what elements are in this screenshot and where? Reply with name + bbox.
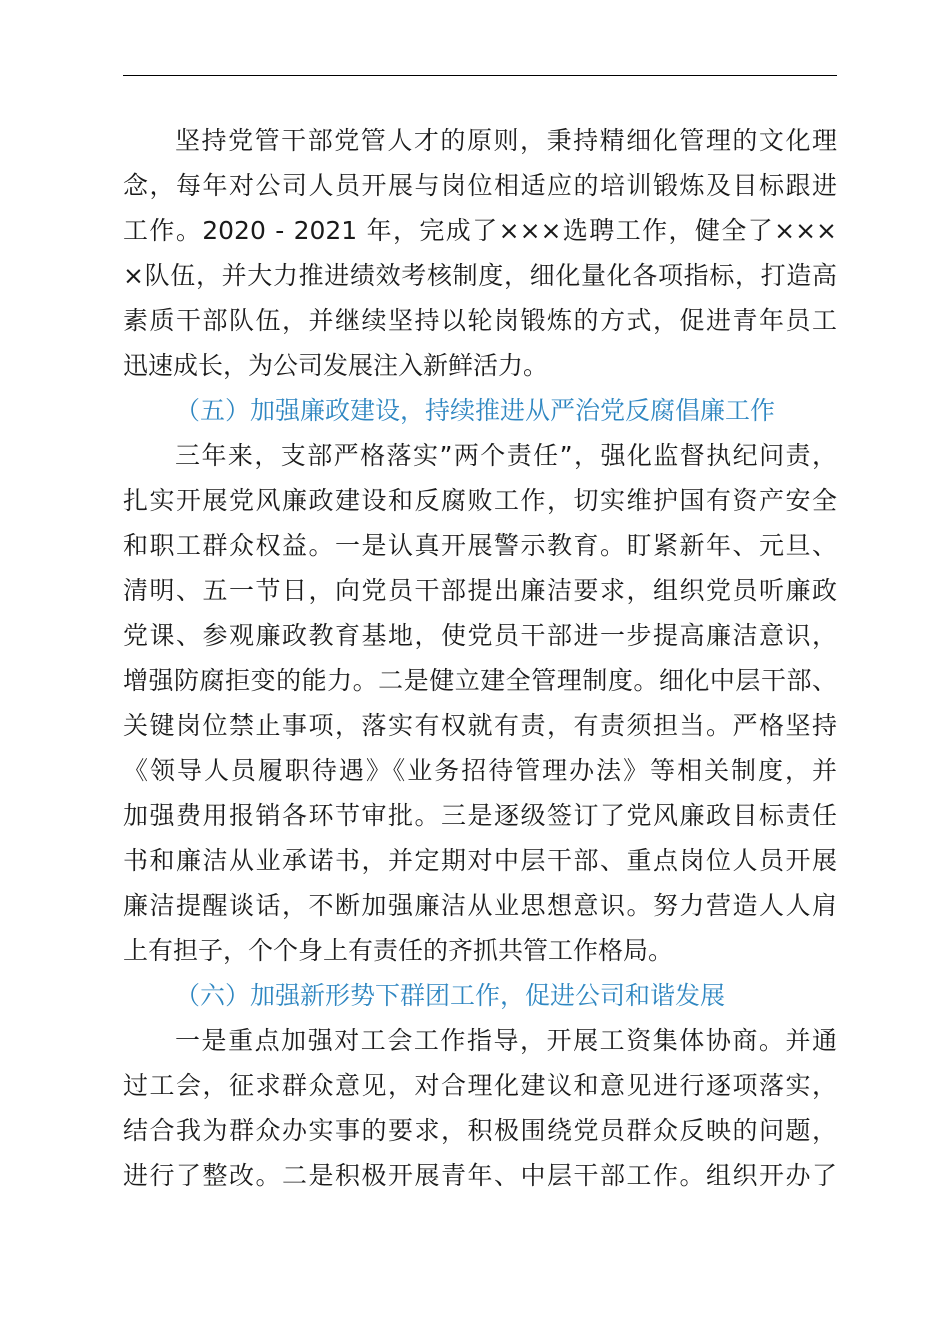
text-line: 结合我为群众办实事的要求，积极围绕党员群众反映的问题，	[123, 1116, 837, 1145]
text-line: 加强费用报销各环节审批。三是逐级签订了党风廉政目标责任	[123, 801, 837, 830]
paragraph-mass-organization-work	[123, 1018, 837, 1198]
paragraph-integrity-building	[123, 433, 837, 973]
text-line: 扎实开展党风廉政建设和反腐败工作，切实维护国有资产安全	[123, 486, 837, 515]
section-heading-6: （六）加强新形势下群团工作，促进公司和谐发展	[175, 981, 726, 1010]
paragraph-talent-management	[123, 118, 837, 388]
text-line: 迅速成长，为公司发展注入新鲜活力。	[123, 351, 549, 380]
text-line: 一是重点加强对工会工作指导，开展工资集体协商。并通	[175, 1026, 837, 1055]
document-body	[123, 118, 837, 1198]
text-line: 清明、五一节日，向党员干部提出廉洁要求，组织党员听廉政	[123, 576, 837, 605]
text-line: 坚持党管干部党管人才的原则，秉持精细化管理的文化理	[175, 126, 837, 155]
text-line: 上有担子，个个身上有责任的齐抓共管工作格局。	[123, 936, 674, 965]
text-line: 增强防腐拒变的能力。二是健立建全管理制度。细化中层干部、	[123, 666, 837, 695]
text-line: 廉洁提醒谈话，不断加强廉洁从业思想意识。努力营造人人肩	[123, 891, 837, 920]
text-line: 关键岗位禁止事项，落实有权就有责，有责须担当。严格坚持	[123, 711, 837, 740]
section-heading-5: （五）加强廉政建设，持续推进从严治党反腐倡廉工作	[175, 396, 776, 425]
text-line: 和职工群众权益。一是认真开展警示教育。盯紧新年、元旦、	[123, 531, 837, 560]
text-line: 素质干部队伍，并继续坚持以轮岗锻炼的方式，促进青年员工	[123, 306, 837, 335]
text-line: 念，每年对公司人员开展与岗位相适应的培训锻炼及目标跟进	[123, 171, 837, 200]
text-line: 进行了整改。二是积极开展青年、中层干部工作。组织开办了	[123, 1161, 837, 1190]
text-line: 党课、参观廉政教育基地，使党员干部进一步提高廉洁意识，	[123, 621, 837, 650]
text-line: 《领导人员履职待遇》《业务招待管理办法》等相关制度，并	[123, 756, 837, 785]
header-rule	[123, 75, 837, 76]
text-line: 三年来，支部严格落实”两个责任”，强化监督执纪问责，	[175, 441, 837, 470]
text-line: 工作。2020 - 2021 年，完成了×××选聘工作，健全了×××	[123, 216, 837, 245]
text-line: ×队伍，并大力推进绩效考核制度，细化量化各项指标，打造高	[123, 261, 837, 290]
text-line: 书和廉洁从业承诺书，并定期对中层干部、重点岗位人员开展	[123, 846, 837, 875]
text-line: 过工会，征求群众意见，对合理化建议和意见进行逐项落实，	[123, 1071, 837, 1100]
